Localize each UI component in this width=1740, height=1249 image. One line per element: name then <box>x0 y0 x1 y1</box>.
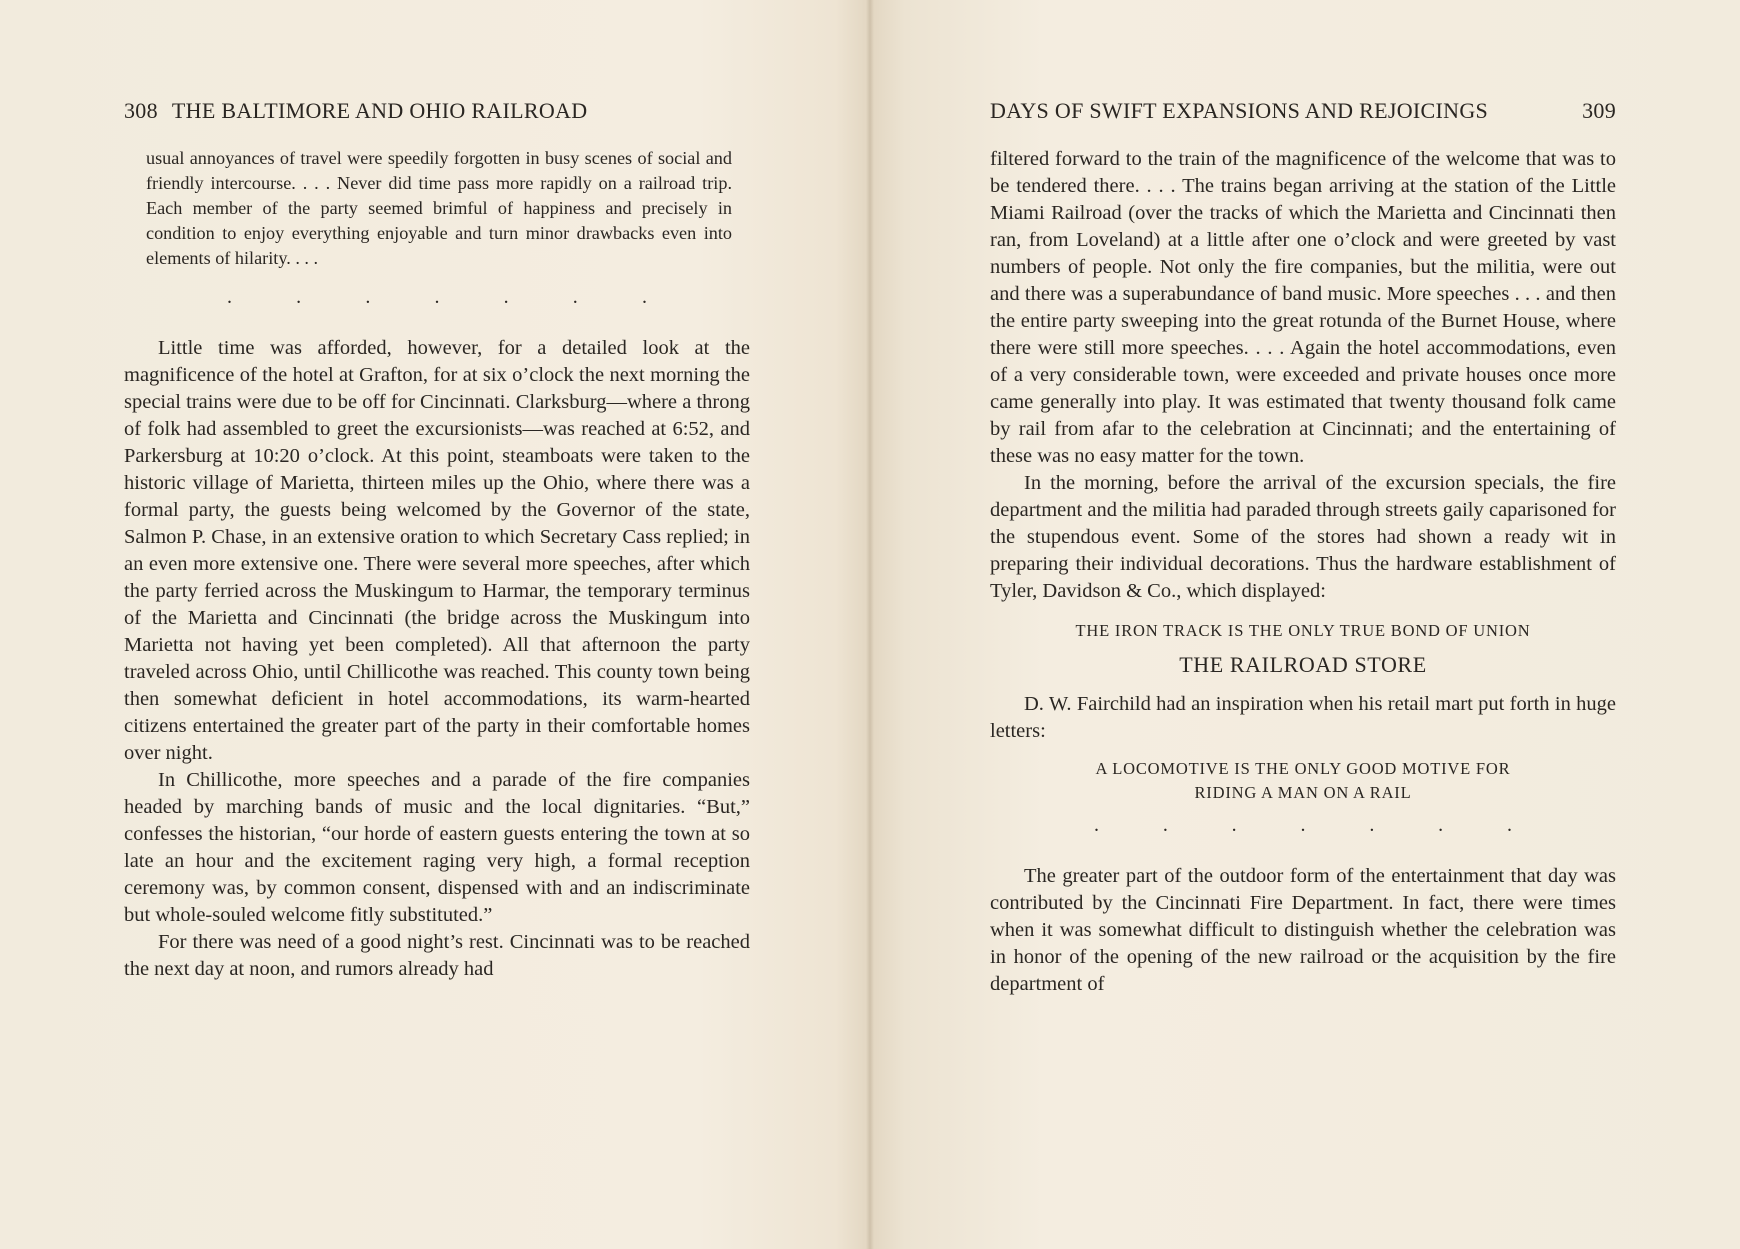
sign-text-railroad-store: THE RAILROAD STORE <box>1179 652 1427 677</box>
left-page-body <box>124 146 750 983</box>
right-running-head <box>990 98 1616 124</box>
ellipsis-divider <box>227 285 647 309</box>
ellipsis-dot: . <box>1369 814 1375 836</box>
ellipsis-dot: . <box>572 286 578 308</box>
ellipsis-dot: . <box>641 286 647 308</box>
ellipsis-dot: . <box>1231 814 1237 836</box>
paragraph: Little time was afforded, however, for a detailed look at the magnificence of the hotel at Grafton, for at six o’clock the next morning the special trains were due to be off for Cincinnati. Clarksburg—where a throng of folk had assembled to greet the excursionists—was reached at 6:52, and Parkersburg at 10:20 o’clock. At this point, steamboats were taken to the historic village of Marietta, thirteen miles up the Ohio, where there was a formal party, the guests being welcomed by the Governor of the state, Salmon P. Chase, in an extensive oration to which Secretary Cass replied; in an even more extensive one. There were several more speeches, after which the party ferried across the Muskingum to Harmar, the temporary terminus of the Marietta and Cincinnati (the bridge across the Muskingum into Marietta not having yet been completed). All that afternoon the party traveled across Ohio, until Chillicothe was reached. This county town being then somewhat deficient in hotel accommodations, its warm-hearted citizens entertained the greater part of the party in their comfortable homes over night. <box>124 337 750 764</box>
right-running-title: DAYS OF SWIFT EXPANSIONS AND REJOICINGS <box>990 98 1489 123</box>
block-quote-text: usual annoyances of travel were speedily forgotten in busy scenes of social and friendly intercourse. . . . Never did time pass more rapidly on a railroad trip. Each member of the party seemed brimful of happiness and precisely in condition to enjoy everything enjoyable and turn minor drawbacks even into elements of hilarity. . . . <box>146 148 732 268</box>
right-page-number: 309 <box>1582 98 1616 123</box>
sign-text-iron-track: THE IRON TRACK IS THE ONLY TRUE BOND OF UNION <box>1075 621 1531 640</box>
ellipsis-dot: . <box>1094 814 1099 836</box>
ellipsis-dot: . <box>1506 814 1512 836</box>
ellipsis-divider <box>1094 813 1512 837</box>
sign-text-line: RIDING A MAN ON A RAIL <box>1194 783 1412 802</box>
paragraph: filtered forward to the train of the magnificence of the welcome that was to be tendered there. . . . The trains began arriving at the station of the Little Miami Railroad (over the tracks of which the Marietta and Cincinnati then ran, from Loveland) at a little after one o’clock and were greeted by vast numbers of people. Not only the fire companies, but the militia, were out and there was a superabundance of band music. More speeches . . . and then the entire party sweeping into the great rotunda of the Burnet House, where there were still more speeches. . . . Again the hotel accommodations, even of a very considerable town, were exceeded and private houses once more came generally into play. It was estimated that twenty thousand folk came by rail from afar to the celebration at Cincinnati; and the entertaining of these was no easy matter for the town. <box>990 148 1616 467</box>
sign-text-locomotive <box>990 757 1616 805</box>
ellipsis-dot: . <box>1300 814 1306 836</box>
left-page <box>124 0 750 1249</box>
ellipsis-dot: . <box>503 286 509 308</box>
left-running-title: THE BALTIMORE AND OHIO RAILROAD <box>171 98 588 123</box>
paragraph: The greater part of the outdoor form of the entertainment that day was contributed by the Cincinnati Fire Department. In fact, there were times when it was somewhat difficult to distinguish whether the celebration was in honor of the opening of the new railroad or the acquisition by the fire department of <box>990 865 1616 995</box>
paragraph: For there was need of a good night’s rest. Cincinnati was to be reached the next day at noon, and rumors already had <box>124 931 750 980</box>
ellipsis-dot: . <box>1438 814 1444 836</box>
right-page <box>990 0 1616 1249</box>
ellipsis-dot: . <box>227 286 232 308</box>
ellipsis-dot: . <box>296 286 302 308</box>
book-gutter <box>866 0 874 1249</box>
block-quote <box>146 146 732 271</box>
paragraph: In the morning, before the arrival of the excursion specials, the fire department and the militia had paraded through streets gaily caparisoned for the stupendous event. Some of the stores had shown a ready wit in preparing their individual decorations. Thus the hardware establishment of Tyler, Davidson & Co., which displayed: <box>990 472 1616 602</box>
left-running-head <box>124 98 750 124</box>
paragraph: D. W. Fairchild had an inspiration when his retail mart put forth in huge letters: <box>990 693 1616 742</box>
ellipsis-dot: . <box>365 286 371 308</box>
sign-text-line: A LOCOMOTIVE IS THE ONLY GOOD MOTIVE FOR <box>1095 759 1511 778</box>
paragraph: In Chillicothe, more speeches and a parade of the fire companies headed by marching bands of music and the local dignitaries. “But,” confesses the historian, “our horde of eastern guests entering the town at so late an hour and the excitement raging very high, a formal reception ceremony was, by common consent, dispensed with and an indiscriminate but whole-souled welcome fitly substituted.” <box>124 769 750 926</box>
ellipsis-dot: . <box>1162 814 1168 836</box>
right-page-body <box>990 146 1616 998</box>
ellipsis-dot: . <box>434 286 440 308</box>
left-page-number: 308 <box>124 98 158 123</box>
